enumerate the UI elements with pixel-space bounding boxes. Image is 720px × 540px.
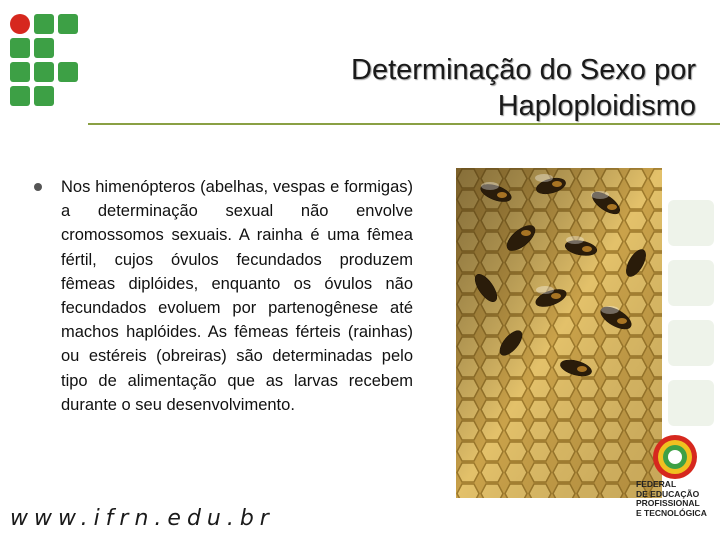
- seal-line: E TECNOLÓGICA: [636, 507, 707, 518]
- ifrn-logo: [10, 14, 82, 110]
- logo-square: [34, 86, 54, 106]
- logo-square: [10, 38, 30, 58]
- logo-square: [58, 14, 78, 34]
- logo-square: [10, 86, 30, 106]
- logo-square: [58, 62, 78, 82]
- logo-square: [10, 62, 30, 82]
- title-line-2: Haploploidismo: [497, 90, 696, 122]
- title-line-1: Determinação do Sexo por: [351, 54, 696, 86]
- seal-line: DE EDUCAÇÃO: [636, 488, 700, 499]
- round-bullet-icon: [34, 183, 42, 191]
- bees-photo: [456, 168, 662, 498]
- seal-caption: [636, 480, 720, 518]
- seal-line: PROFISSIONAL: [636, 498, 700, 508]
- body-text: Nos himenópteros (abelhas, vespas e formigas) a determinação sexual não envolve cromossomos sexuais. A rainha é uma fêmea fértil, cujos óvulos fecundados produzem fêmeas diplóides, enquanto os óvulos não fecundados evoluem por partenogênese até machos haplóides. As fêmeas férteis (rainhas) ou estéreis (obreiras) são determinadas pelo tipo de alimentação que as larvas recebem durante o seu desenvolvimento.: [61, 178, 413, 414]
- seal-line: FEDERAL: [636, 479, 677, 489]
- slide-title: [176, 52, 696, 124]
- logo-red-dot: [10, 14, 30, 34]
- title-underline: [88, 123, 720, 125]
- federal-network-seal-icon: [652, 434, 698, 480]
- footer-url[interactable]: www.ifrn.edu.br: [10, 506, 275, 531]
- logo-square: [34, 14, 54, 34]
- logo-square: [34, 38, 54, 58]
- logo-square: [34, 62, 54, 82]
